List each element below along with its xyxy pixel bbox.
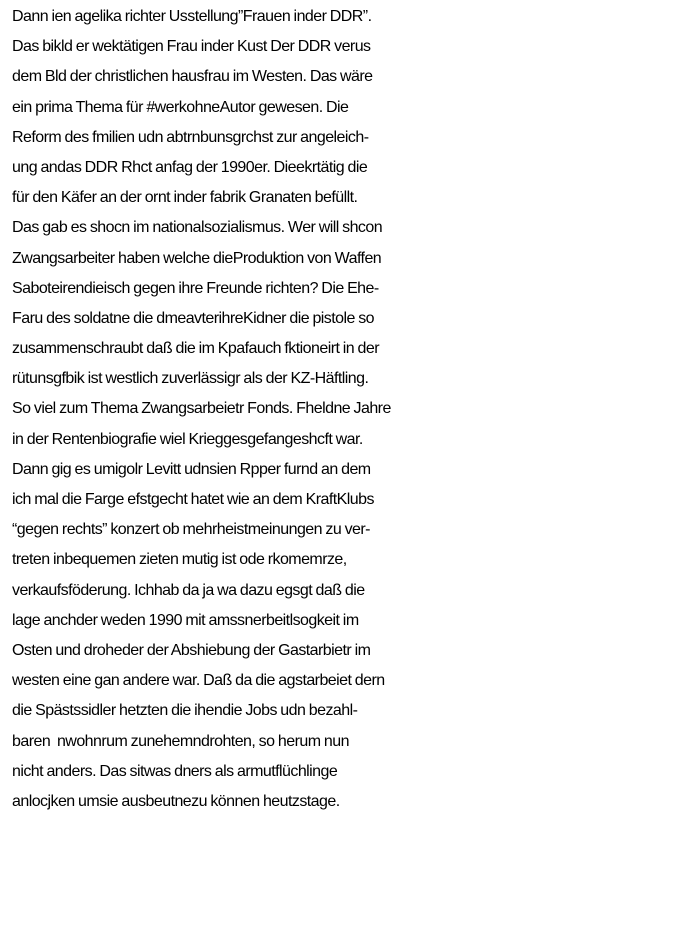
- text-line: ein prima Thema für #werkohneAutor gewesen. Die: [12, 98, 349, 116]
- text-line: Das bikld er wektätigen Frau inder Kust Der DDR verus: [12, 38, 371, 56]
- text-line: Dann gig es umigolr Levitt udnsien Rpper furnd an dem: [12, 460, 371, 478]
- text-line: Das gab es shocn im nationalsozialismus. Wer will shcon: [12, 219, 383, 237]
- text-line: treten inbequemen zieten mutig ist ode rkomemrze,: [12, 551, 347, 569]
- text-line: Zwangsarbeiter haben welche dieProduktion von Waffen: [12, 249, 382, 267]
- text-line: Dann ien agelika richter Usstellung”Frauen inder DDR”.: [12, 8, 372, 25]
- text-line: anlocjken umsie ausbeutnezu können heutzstage.: [12, 792, 340, 810]
- text-line: verkaufsföderung. Ichhab da ja wa dazu egsgt daß die: [12, 581, 365, 599]
- text-line: dem Bld der christlichen hausfrau im Westen. Das wäre: [12, 68, 373, 86]
- text-line: rütunsgfbik ist westlich zuverlässigr als der KZ-Häftling.: [12, 370, 369, 388]
- text-line: die Spästssidler hetzten die ihendie Jobs udn bezahl-: [12, 702, 358, 720]
- text-line: zusammenschraubt daß die im Kpafauch fktioneirt in der: [12, 340, 379, 358]
- body-text: [12, 2, 682, 817]
- text-line: baren nwohnrum zunehemndrohten, so herum nun: [12, 732, 349, 750]
- text-line: “gegen rechts” konzert ob mehrheistmeinungen zu ver-: [12, 521, 370, 539]
- text-line: Faru des soldatne die dmeavterihreKidner die pistole so: [12, 309, 375, 327]
- text-line: Saboteirendieisch gegen ihre Freunde richten? Die Ehe-: [12, 279, 379, 297]
- text-line: Reform des fmilien udn abtrnbunsgrchst zur angeleich-: [12, 128, 369, 146]
- text-line: westen eine gan andere war. Daß da die agstarbeiet dern: [12, 672, 385, 690]
- text-line: in der Rentenbiografie wiel Krieggesgefangeshcft war.: [12, 430, 363, 448]
- text-line: ung andas DDR Rhct anfag der 1990er. Dieekrtätig die: [12, 158, 368, 176]
- text-line: ich mal die Farge efstgecht hatet wie an dem KraftKlubs: [12, 491, 374, 508]
- text-line: für den Käfer an der ornt inder fabrik Granaten befüllt.: [12, 189, 358, 207]
- text-line: Osten und droheder der Abshiebung der Gastarbietr im: [12, 641, 371, 659]
- text-line: nicht anders. Das sitwas dners als armutflüchlinge: [12, 762, 338, 780]
- text-line: lage anchder weden 1990 mit amssnerbeitlsogkeit im: [12, 611, 359, 629]
- text-line: So viel zum Thema Zwangsarbeietr Fonds. Fheldne Jahre: [12, 400, 391, 418]
